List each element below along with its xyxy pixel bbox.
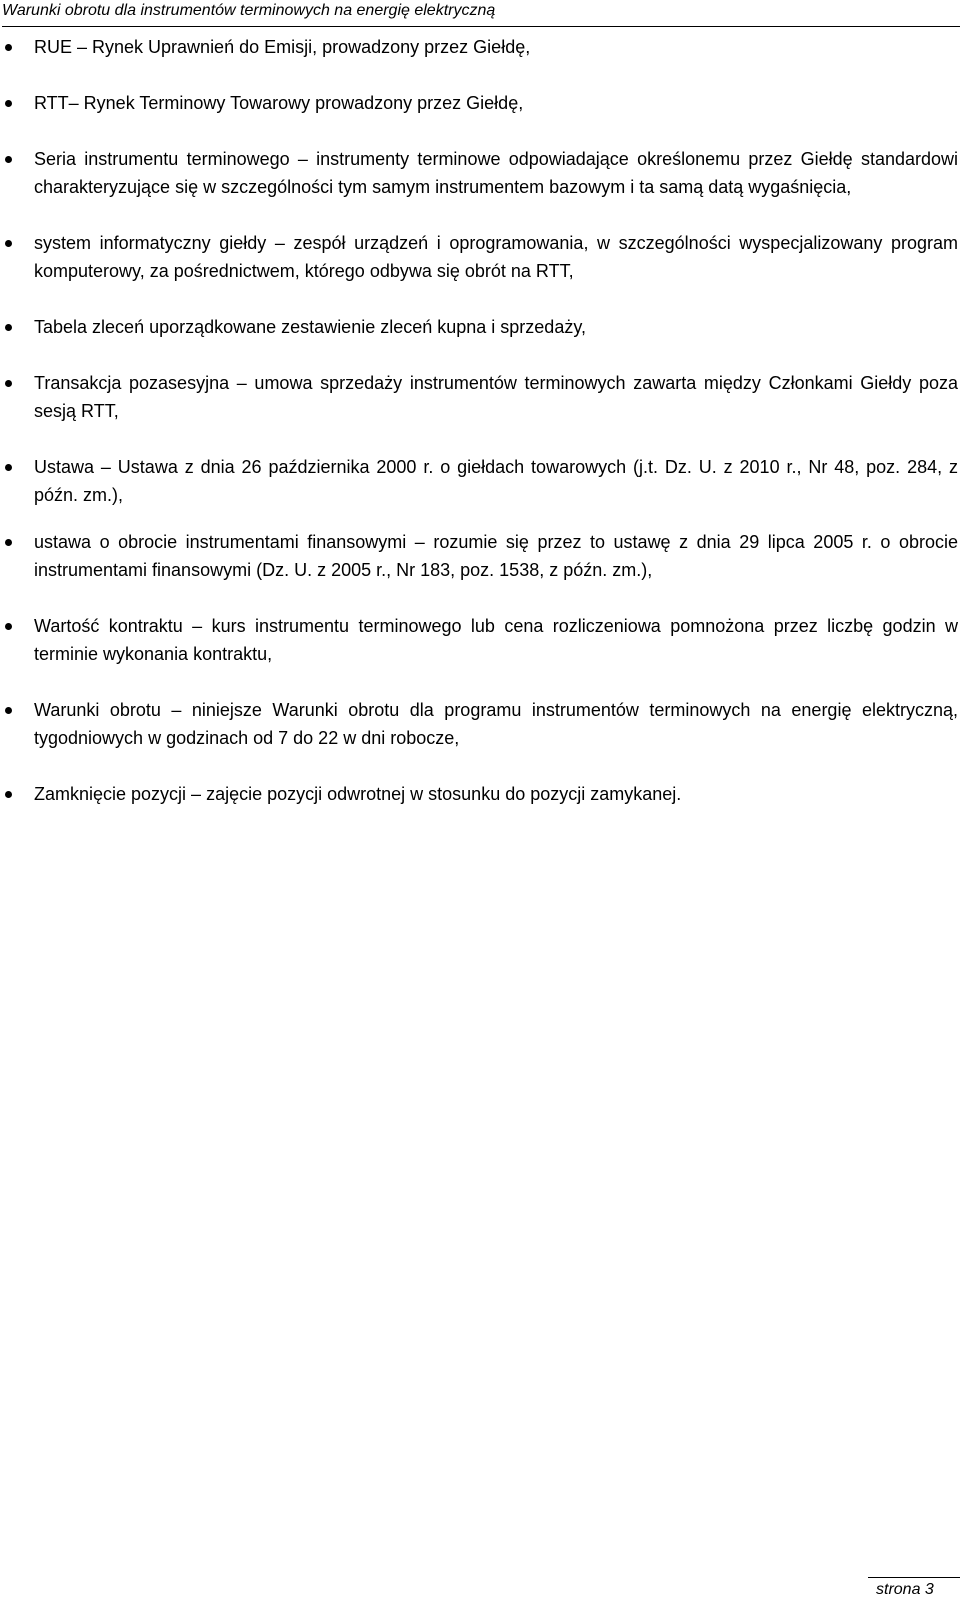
bullet-icon bbox=[5, 324, 12, 331]
page-header bbox=[2, 0, 960, 27]
bullet-icon bbox=[5, 44, 12, 51]
footer-divider bbox=[868, 1577, 960, 1578]
definition-item bbox=[0, 612, 960, 668]
definition-text: Warunki obrotu – niniejsze Warunki obrotu dla programu instrumentów terminowych na energię elektryczną, tygodniowych w godzinach od 7 do 22 w dni robocze, bbox=[34, 700, 958, 748]
definition-text: Transakcja pozasesyjna – umowa sprzedaży instrumentów terminowych zawarta między Członkami Giełdy poza sesją RTT, bbox=[34, 373, 958, 421]
bullet-icon bbox=[5, 623, 12, 630]
definition-item bbox=[0, 229, 960, 285]
bullet-icon bbox=[5, 707, 12, 714]
bullet-icon bbox=[5, 464, 12, 471]
definition-item bbox=[0, 89, 960, 117]
document-title: Warunki obrotu dla instrumentów terminowych na energię elektryczną bbox=[2, 2, 496, 19]
bullet-icon bbox=[5, 380, 12, 387]
bullet-icon bbox=[5, 240, 12, 247]
definition-item bbox=[0, 313, 960, 341]
definition-item bbox=[0, 453, 960, 509]
bullet-icon bbox=[5, 539, 12, 546]
page-number: strona 3 bbox=[876, 1581, 934, 1598]
bullet-icon bbox=[5, 100, 12, 107]
definitions-list bbox=[0, 33, 960, 836]
definition-text: system informatyczny giełdy – zespół urządzeń i oprogramowania, w szczególności wyspecjalizowany program komputerowy, za pośrednictwem, którego odbywa się obrót na RTT, bbox=[34, 233, 958, 281]
definition-text: Ustawa – Ustawa z dnia 26 października 2000 r. o giełdach towarowych (j.t. Dz. U. z 2010 r., Nr 48, poz. 284, z późn. zm.), bbox=[34, 457, 958, 505]
bullet-icon bbox=[5, 156, 12, 163]
definition-text: Tabela zleceń uporządkowane zestawienie zleceń kupna i sprzedaży, bbox=[34, 317, 586, 337]
definition-item bbox=[0, 145, 960, 201]
definition-text: Wartość kontraktu – kurs instrumentu terminowego lub cena rozliczeniowa pomnożona przez liczbę godzin w terminie wykonania kontraktu, bbox=[34, 616, 958, 664]
definition-item bbox=[0, 780, 960, 808]
definition-text: Zamknięcie pozycji – zajęcie pozycji odwrotnej w stosunku do pozycji zamykanej. bbox=[34, 784, 682, 804]
definition-text: RTT– Rynek Terminowy Towarowy prowadzony przez Giełdę, bbox=[34, 93, 524, 113]
definition-item bbox=[0, 369, 960, 425]
definition-text: RUE – Rynek Uprawnień do Emisji, prowadzony przez Giełdę, bbox=[34, 37, 531, 57]
bullet-icon bbox=[5, 791, 12, 798]
definition-text: ustawa o obrocie instrumentami finansowymi – rozumie się przez to ustawę z dnia 29 lipca 2005 r. o obrocie instrumentami finansowymi (Dz. U. z 2005 r., Nr 183, poz. 1538, z późn. zm.), bbox=[34, 532, 958, 580]
definition-item bbox=[0, 33, 960, 61]
definition-text: Seria instrumentu terminowego – instrumenty terminowe odpowiadające określonemu przez Giełdę standardowi charakteryzujące się w szczególności tym samym instrumentem bazowym i ta samą datą wygaśnięcia, bbox=[34, 149, 958, 197]
definition-item bbox=[0, 696, 960, 752]
definition-item bbox=[0, 528, 960, 584]
